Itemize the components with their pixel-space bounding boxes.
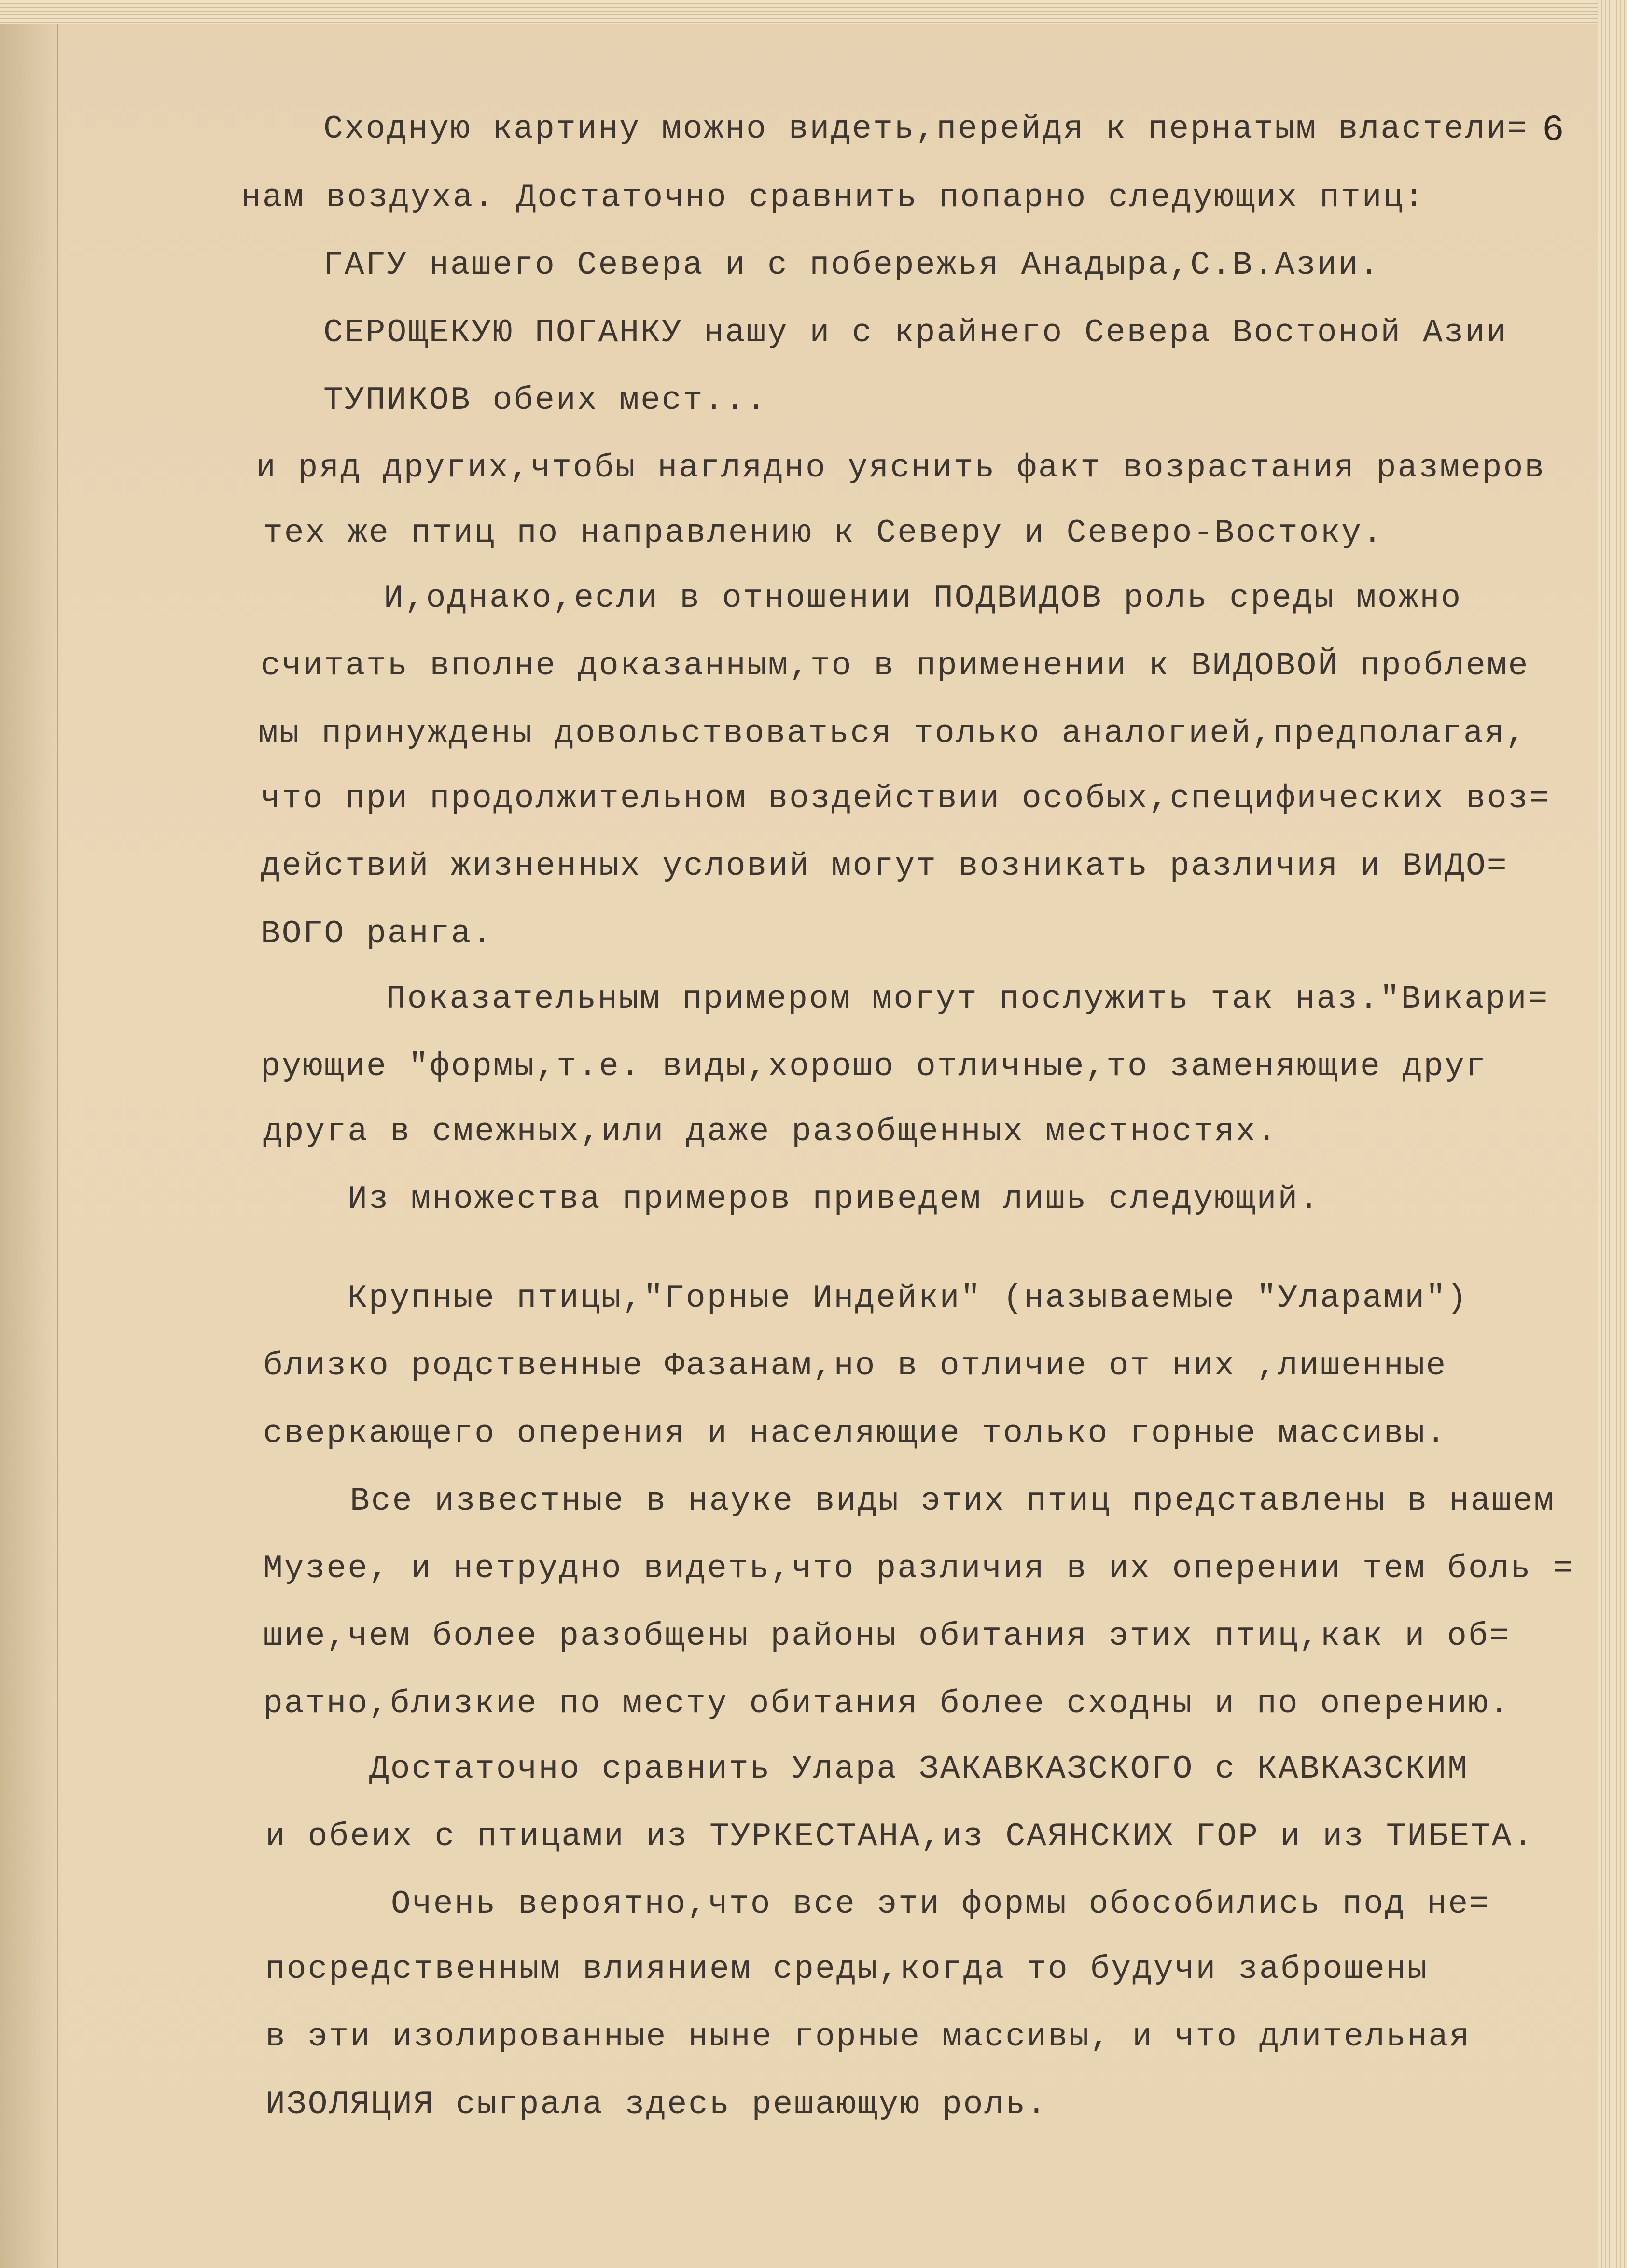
page-shadow — [0, 0, 63, 2268]
text-line: нам воздуха. Достаточно сравнить попарно следующих птиц: — [241, 179, 1426, 216]
text-line: Достаточно сравнить Улара ЗАКАВКАЗСКОГО с КАВКАЗСКИМ — [369, 1750, 1469, 1788]
text-line: ратно,близкие по месту обитания более сходны и по оперению. — [263, 1685, 1511, 1722]
stacked-page-edges-top — [0, 0, 1627, 24]
stacked-page-edges-right — [1598, 0, 1627, 2268]
text-line: Все известные в науке виды этих птиц представлены в нашем — [350, 1483, 1555, 1520]
text-line: и ряд других,чтобы наглядно уяснить факт возрастания размеров — [256, 449, 1546, 487]
page-number: 6 — [1542, 110, 1564, 151]
text-line: ГАГУ нашего Севера и с побережья Анадыра,С.В.Азии. — [323, 247, 1381, 284]
text-line: И,однако,если в отношении ПОДВИДОВ роль среды можно — [384, 580, 1462, 617]
text-line: СЕРОЩЕКУЮ ПОГАНКУ нашу и с крайнего Севера Востоной Азии — [323, 314, 1508, 351]
text-line: посредственным влиянием среды,когда то будучи заброшены — [265, 1951, 1429, 1988]
text-line: Из множества примеров приведем лишь следующий. — [348, 1181, 1321, 1218]
text-line: рующие "формы,т.е. виды,хорошо отличные,то заменяющие друг — [261, 1048, 1487, 1085]
text-line: Очень вероятно,что все эти формы обособились под не= — [391, 1886, 1490, 1923]
text-line: шие,чем более разобщены районы обитания этих птиц,как и об= — [263, 1618, 1511, 1655]
text-line: тех же птиц по направлению к Северу и Северо-Востоку. — [263, 515, 1384, 552]
text-line: Показательным примером могут послужить так наз."Викари= — [386, 980, 1549, 1018]
text-line: ИЗОЛЯЦИЯ сыграла здесь решающую роль. — [265, 2086, 1048, 2123]
text-line: считать вполне доказанным,то в применении к ВИДОВОЙ проблеме — [261, 647, 1530, 685]
text-line: близко родственные Фазанам,но в отличие от них ,лишенные — [263, 1347, 1447, 1385]
text-line: Крупные птицы,"Горные Индейки" (называемые "Уларами") — [348, 1280, 1468, 1317]
text-line: Сходную картину можно видеть,перейдя к пернатым властели= — [323, 111, 1529, 148]
text-line: друга в смежных,или даже разобщенных местностях. — [263, 1113, 1278, 1150]
text-line: ТУПИКОВ обеих мест... — [323, 382, 767, 419]
text-line: мы принуждены довольствоваться только аналогией,предполагая, — [258, 715, 1527, 752]
text-line: и обеих с птицами из ТУРКЕСТАНА,из САЯНСКИХ ГОР и из ТИБЕТА. — [265, 1818, 1534, 1855]
binding-edge — [57, 0, 58, 2268]
text-line: ВОГО ранга. — [261, 915, 493, 952]
text-line: в эти изолированные ныне горные массивы, и что длительная — [265, 2018, 1471, 2056]
text-line: Музее, и нетрудно видеть,что различия в их оперении тем боль = — [263, 1550, 1574, 1587]
text-line: действий жизненных условий могут возникать различия и ВИДО= — [261, 848, 1508, 885]
text-line: сверкающего оперения и населяющие только горные массивы. — [263, 1415, 1447, 1452]
text-line: что при продолжительном воздействии особых,специфических воз= — [261, 780, 1551, 817]
